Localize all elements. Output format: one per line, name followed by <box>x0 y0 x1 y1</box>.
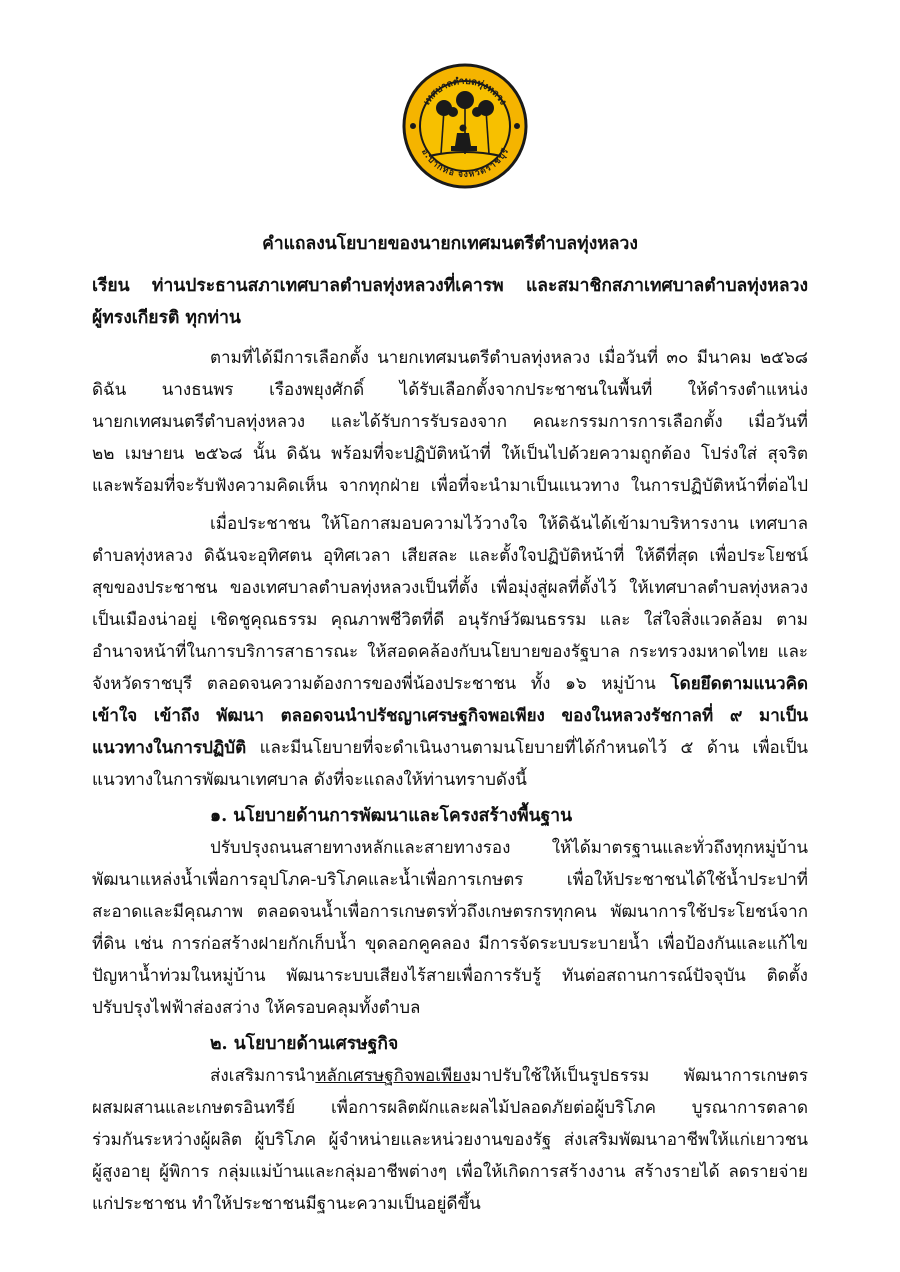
document-title: คำแถลงนโยบายของนายกเทศมนตรีตำบลทุ่งหลวง <box>262 234 638 254</box>
text-line: นายกเทศมนตรีตำบลทุ่งหลวง และได้รับการรับรองจาก คณะกรรมการการเลือกตั้ง เมื่อวันที่ <box>92 412 808 432</box>
text-line: อำนาจหน้าที่ในการบริการสาธารณะ ให้สอดคล้องกับนโยบายของรัฐบาล กระทรวงมหาดไทย และ <box>92 642 808 662</box>
paragraph-economy <box>92 1060 808 1220</box>
text-line: เป็นเมืองน่าอยู่ เชิดชูคุณธรรม คุณภาพชีวิตที่ดี อนุรักษ์วัฒนธรรม และ ใส่ใจสิ่งแวดล้อม ตาม <box>92 610 808 630</box>
text-line: เมื่อประชาชน ให้โอกาสมอบความไว้วางใจ ให้ดิฉันได้เข้ามาบริหารงาน เทศบาล <box>210 514 808 534</box>
paragraph-infrastructure <box>92 832 808 1024</box>
text-line: ผู้สูงอายุ ผู้พิการ กลุ่มแม่บ้านและกลุ่มอาชีพต่างๆ เพื่อให้เกิดการสร้างงาน สร้างรายได้ ลดรายจ่าย <box>92 1162 808 1182</box>
text-line <box>92 668 808 700</box>
text-segment: มาปรับใช้ให้เป็นรูปธรรม พัฒนาการเกษตร <box>470 1066 808 1086</box>
text-segment: ส่งเสริมการนำ <box>210 1066 316 1086</box>
seal-emblem-icon <box>401 62 529 190</box>
text-line: แนวทางในการพัฒนาเทศบาล ดังที่จะแถลงให้ท่านทราบดังนี้ <box>92 770 527 790</box>
text-segment: จังหวัดราชบุรี ตลอดจนความต้องการของพี่น้องประชาชน ทั้ง ๑๖ หมู่บ้าน <box>92 674 671 694</box>
section-heading-economy: ๒. นโยบายด้านเศรษฐกิจ <box>210 1034 399 1054</box>
text-line: และพร้อมที่จะรับฟังความคิดเห็น จากทุกฝ่าย เพื่อที่จะนำมาเป็นแนวทาง ในการปฏิบัติหน้าที่ต่อไป <box>92 476 808 496</box>
text-line: พัฒนาแหล่งน้ำเพื่อการอุปโภค-บริโภคและน้ำเพื่อการเกษตร เพื่อให้ประชาชนได้ใช้น้ำประปาที่ <box>92 870 808 890</box>
text-line: สะอาดและมีคุณภาพ ตลอดจนน้ำเพื่อการเกษตรทั่วถึงเกษตรกรทุกคน พัฒนาการใช้ประโยชน์จาก <box>92 902 808 922</box>
seal-bottom-text: อ.ปากท่อ จังหวัดราชบุรี <box>419 147 511 181</box>
text-line: ปรับปรุงไฟฟ้าส่องสว่าง ให้ครอบคลุมทั้งตำบล <box>92 998 421 1018</box>
text-line: ที่ดิน เช่น การก่อสร้างฝายกักเก็บน้ำ ขุดลอกคูคลอง มีการจัดระบบระบายน้ำ เพื่อป้องกันและแก้ไข <box>92 934 808 954</box>
text-line: ปัญหาน้ำท่วมในหมู่บ้าน พัฒนาระบบเสียงไร้สายเพื่อการรับรู้ ทันต่อสถานการณ์ปัจจุบัน ติดตั้ง <box>92 966 808 986</box>
text-line: แก่ประชาชน ทำให้ประชาชนมีฐานะความเป็นอยู่ดีขึ้น <box>92 1194 481 1214</box>
seal-top-text: เทศบาลตำบลทุ่งหลวง <box>421 75 509 108</box>
salutation-line: ผู้ทรงเกียรติ ทุกท่าน <box>92 308 241 328</box>
text-line: ๒๒ เมษายน ๒๕๖๘ นั้น ดิฉัน พร้อมที่จะปฏิบัติหน้าที่ ให้เป็นไปด้วยความถูกต้อง โปร่งใส่ สุจริต <box>92 444 808 464</box>
text-line: ร่วมกันระหว่างผู้ผลิต ผู้บริโภค ผู้จำหน่ายและหน่วยงานของรัฐ ส่งเสริมพัฒนาอาชีพให้แก่เยาวชน <box>92 1130 808 1150</box>
text-line: ดิฉัน นางธนพร เรืองพยุงศักดิ์ ได้รับเลือกตั้งจากประชาชนในพื้นที่ ให้ดำรงตำแหน่ง <box>92 380 808 400</box>
bold-text-line: เข้าใจ เข้าถึง พัฒนา ตลอดจนนำปรัชญาเศรษฐกิจพอเพียง ของในหลวงรัชกาลที่ ๙ มาเป็น <box>92 706 808 726</box>
text-segment: และมีนโยบายที่จะดำเนินงานตามนโยบายที่ได้กำหนดไว้ ๕ ด้าน เพื่อเป็น <box>246 738 808 758</box>
paragraph-election <box>92 342 808 502</box>
salutation-line: เรียน ท่านประธานสภาเทศบาลตำบลทุ่งหลวงที่เคารพ และสมาชิกสภาเทศบาลตำบลทุ่งหลวง <box>92 276 808 296</box>
municipal-seal <box>401 62 529 190</box>
bold-text-segment: แนวทางในการปฏิบัติ <box>92 738 247 758</box>
salutation <box>92 270 808 334</box>
section-heading-infrastructure: ๑. นโยบายด้านการพัฒนาและโครงสร้างพื้นฐาน <box>210 806 573 826</box>
text-line: ปรับปรุงถนนสายทางหลักและสายทางรอง ให้ได้มาตรฐานและทั่วถึงทุกหมู่บ้าน <box>210 838 808 858</box>
bold-text-segment: โดยยึดตามแนวคิด <box>670 674 808 694</box>
underlined-text-segment: หลักเศรษฐกิจพอเพียง <box>315 1066 471 1086</box>
text-line: ผสมผสานและเกษตรอินทรีย์ เพื่อการผลิตผักและผลไม้ปลอดภัยต่อผู้บริโภค บูรณาการตลาด <box>92 1098 808 1118</box>
text-line: สุขของประชาชน ของเทศบาลตำบลทุ่งหลวงเป็นที่ตั้ง เพื่อมุ่งสู่ผลที่ตั้งไว้ ให้เทศบาลตำบลทุ่งหลวง <box>92 578 808 598</box>
text-line <box>92 732 808 764</box>
text-line: ตำบลทุ่งหลวง ดิฉันจะอุทิศตน อุทิศเวลา เสียสละ และตั้งใจปฏิบัติหน้าที่ ให้ดีที่สุด เพื่อประโยชน์ <box>92 546 808 566</box>
text-line <box>92 1060 808 1092</box>
paragraph-commitment <box>92 508 808 796</box>
text-line: ตามที่ได้มีการเลือกตั้ง นายกเทศมนตรีตำบลทุ่งหลวง เมื่อวันที่ ๓๐ มีนาคม ๒๕๖๘ <box>210 348 808 368</box>
